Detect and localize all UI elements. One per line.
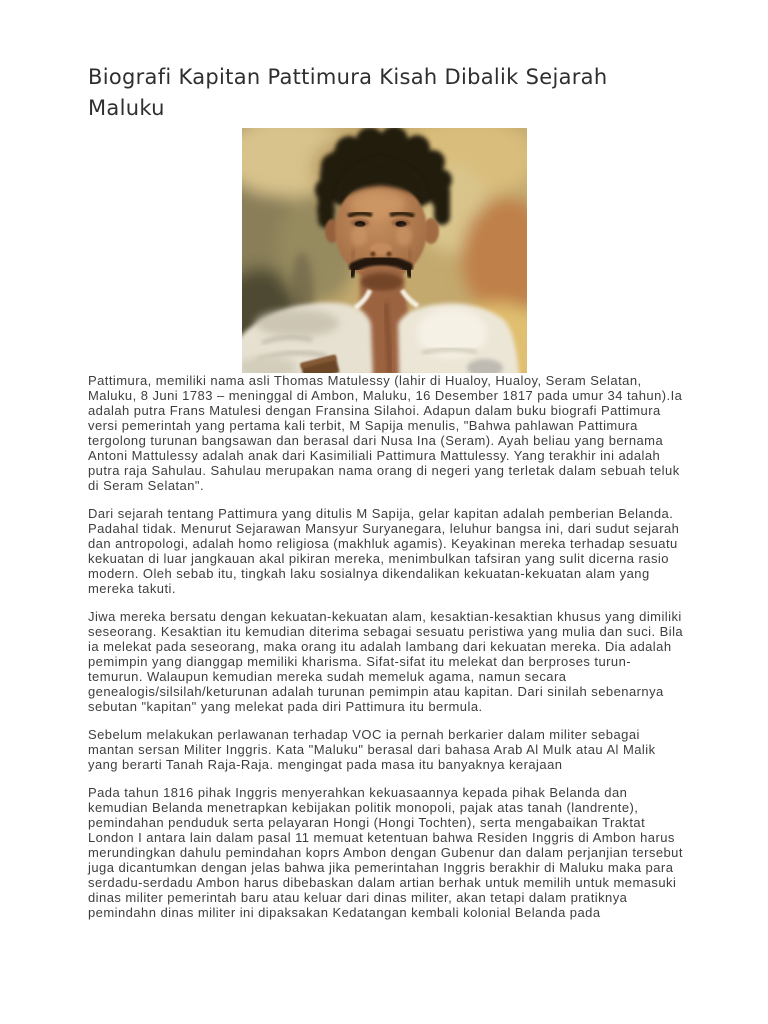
- biography-paragraph-5: Pada tahun 1816 pihak Inggris menyerahkan kekuasaannya kepada pihak Belanda dan kemudian Belanda menetrapkan kebijakan politik monopoli, pajak atas tanah (landrente), pemindahan penduduk serta pelayaran Hongi (Hongi Tochten), serta mengabaikan Traktat London I antara lain dalam pasal 11 memuat ketentuan bahwa Residen Inggris di Ambon harus merundingkan dahulu pemindahan koprs Ambon dengan Gubenur dan dalam perjanjian tersebut juga dicantumkan dengan jelas bahwa jika pemerintahan Inggris berakhir di Maluku maka para serdadu-serdadu Ambon harus dibebaskan dalam artian berhak untuk memilih untuk memasuki dinas militer pemerintah baru atau keluar dari dinas militer, akan tetapi dalam pratiknya pemindahn dinas militer ini dipaksakan Kedatangan kembali kolonial Belanda pada: [88, 785, 683, 920]
- page-title: Biografi Kapitan Pattimura Kisah Dibalik Sejarah Maluku: [88, 65, 608, 120]
- document-body: [88, 373, 685, 933]
- pattimura-portrait: [242, 128, 527, 373]
- biography-paragraph-2: Dari sejarah tentang Pattimura yang ditulis M Sapija, gelar kapitan adalah pemberian Belanda. Padahal tidak. Menurut Sejarawan Mansyur Suryanegara, leluhur bangsa ini, dari sudut sejarah dan antropologi, adalah homo religiosa (makhluk agamis). Keyakinan mereka terhadap sesuatu kekuatan di luar jangkauan akal pikiran mereka, menimbulkan tafsiran yang sulit dicerna rasio modern. Oleh sebab itu, tingkah laku sosialnya dikendalikan kekuatan-kekuatan alam yang mereka takuti.: [88, 506, 680, 596]
- biography-paragraph-4: Sebelum melakukan perlawanan terhadap VOC ia pernah berkarier dalam militer sebagai mantan sersan Militer Inggris. Kata "Maluku" berasal dari bahasa Arab Al Mulk atau Al Malik yang berarti Tanah Raja-Raja. mengingat pada masa itu banyaknya kerajaan: [88, 727, 656, 772]
- biography-paragraph-1: Pattimura, memiliki nama asli Thomas Matulessy (lahir di Hualoy, Hualoy, Seram Selatan, Maluku, 8 Juni 1783 – meninggal di Ambon, Maluku, 16 Desember 1817 pada umur 34 tahun).Ia adalah putra Frans Matulesi dengan Fransina Silahoi. Adapun dalam buku biografi Pattimura versi pemerintah yang pertama kali terbit, M Sapija menulis, "Bahwa pahlawan Pattimura tergolong turunan bangsawan dan berasal dari Nusa Ina (Seram). Ayah beliau yang bernama Antoni Mattulessy adalah anak dari Kasimiliali Pattimura Mattulessy. Yang terakhir ini adalah putra raja Sahulau. Sahulau merupakan nama orang di negeri yang terletak dalam sebuah teluk di Seram Selatan".: [88, 373, 683, 493]
- portrait-painting: [242, 128, 527, 373]
- biography-paragraph-3: Jiwa mereka bersatu dengan kekuatan-kekuatan alam, kesaktian-kesaktian khusus yang dimiliki seseorang. Kesaktian itu kemudian diterima sebagai sesuatu peristiwa yang mulia dan suci. Bila ia melekat pada seseorang, maka orang itu adalah lambang dari kekuatan mereka. Dia adalah pemimpin yang dianggap memiliki kharisma. Sifat-sifat itu melekat dan berproses turun-temurun. Walaupun kemudian mereka sudah memeluk agama, namun secara genealogis/silsilah/keturunan adalah turunan pemimpin atau kapitan. Dari sinilah sebenarnya sebutan "kapitan" yang melekat pada diri Pattimura itu bermula.: [88, 609, 684, 714]
